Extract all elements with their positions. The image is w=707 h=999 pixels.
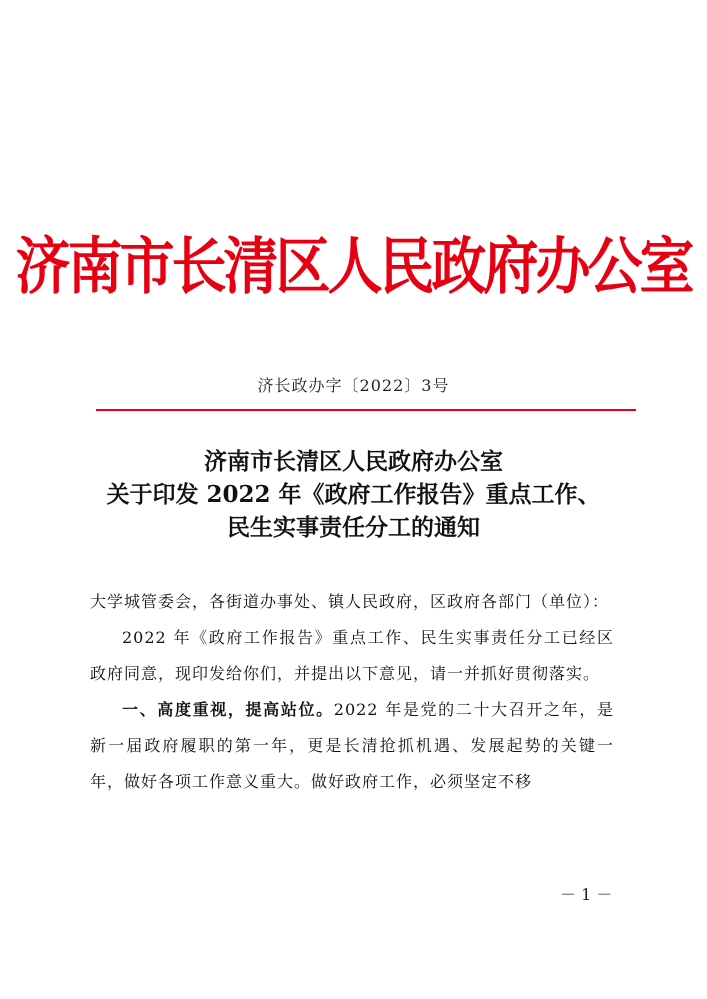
title-line-3: 民生实事责任分工的通知 [227,514,480,541]
paragraph-2-heading: 一、高度重视，提高站位。 [122,700,334,719]
red-divider-line [96,409,636,411]
title-line-2: 关于印发 2022 年《政府工作报告》重点工作、 [106,481,601,508]
document-body [90,584,614,800]
title-line-1: 济南市长清区人民政府办公室 [204,448,503,475]
paragraph-2-text: 2022 年是党的二十大召开之年，是新一届政府履职的第一年，更是长清抢抓机遇、发展起势的关键一年，做好各项工作意义重大。做好政府工作，必须坚定不移 [90,700,614,791]
notice-title [0,445,707,544]
page-number: － 1 － [560,885,613,904]
paragraph-2 [90,692,614,800]
paragraph-1: 2022 年《政府工作报告》重点工作、民生实事责任分工已经区政府同意，现印发给你们，并提出以下意见，请一并抓好贯彻落实。 [90,628,614,683]
document-number: 济长政办字〔2022〕3号 [257,376,450,395]
addressee: 大学城管委会，各街道办事处、镇人民政府，区政府各部门（单位）： [90,592,610,611]
masthead-title: 济南市长清区人民政府办公室 [15,229,692,302]
